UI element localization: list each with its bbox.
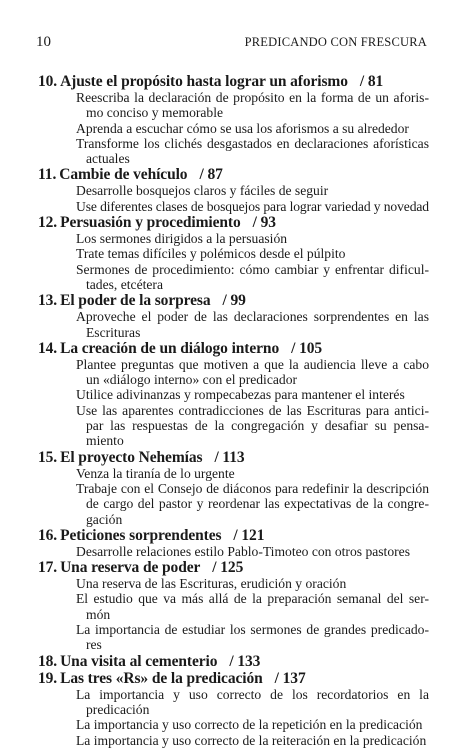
subentry-line: actuales <box>86 151 130 167</box>
toc-chapter <box>38 559 429 652</box>
chapter-title: Persuasión y procedimiento <box>60 214 241 232</box>
toc-subentry <box>38 121 429 136</box>
chapter-number: 12. <box>38 214 58 232</box>
subentry-line: gación <box>86 511 123 527</box>
subentry-line: Escrituras <box>86 324 141 340</box>
subentry-line: Venza la tiranía de lo urgente <box>76 465 235 481</box>
toc-subentry <box>38 262 429 293</box>
subentry-line: Una reserva de las Escrituras, erudición y oración <box>76 576 347 592</box>
toc-chapter <box>38 292 429 340</box>
chapter-page-ref: / 99 <box>222 292 246 310</box>
chapter-heading <box>38 214 429 231</box>
subentry-line: Transforme los clichés desgastados en declaraciones aforísticas <box>76 135 429 151</box>
page-number: 10 <box>36 34 51 50</box>
subentry-line: El estudio que va más allá de la preparación semanal del ser- <box>76 591 429 607</box>
running-title: PREDICANDO CON FRESCURA <box>244 35 427 49</box>
subentry-line: Reescriba la declaración de propósito en la forma de un aforis- <box>76 90 429 105</box>
toc-subentry <box>38 481 429 527</box>
chapter-heading <box>38 292 429 309</box>
chapter-title: Una visita al cementerio <box>60 652 218 670</box>
toc-chapter <box>38 527 429 559</box>
subentry-line: Use diferentes clases de bosquejos para lograr variedad y novedad <box>76 198 429 214</box>
chapter-page-ref: / 133 <box>229 652 261 670</box>
toc-subentry <box>38 246 429 261</box>
chapter-heading <box>38 670 429 687</box>
chapter-number: 16. <box>38 526 58 544</box>
toc-subentry <box>38 717 429 732</box>
subentry-line: predicación <box>86 701 150 717</box>
chapter-title: Peticiones sorprendentes <box>60 526 222 544</box>
subentry-line: mo conciso y memorable <box>86 105 224 121</box>
subentry-line: par las respuestas de la congregación y desafiar su pensa- <box>86 418 429 434</box>
subentry-line: món <box>86 606 111 622</box>
toc-chapter <box>38 73 429 166</box>
subentry-line: res <box>86 637 102 653</box>
toc-subentry <box>38 136 429 167</box>
chapter-title: La creación de un diálogo interno <box>60 339 280 357</box>
toc-chapter <box>38 670 429 748</box>
toc-subentry <box>38 183 429 198</box>
chapter-page-ref: / 87 <box>199 166 223 184</box>
subentry-line: de cargo del pastor y reordenar las expectativas de la congre- <box>86 496 429 512</box>
subentry-line: Sermones de procedimiento: cómo cambiar y enfrentar dificul- <box>76 261 429 277</box>
chapter-title: Ajuste el propósito hasta lograr un aforismo <box>60 73 348 90</box>
toc-chapter <box>38 653 429 670</box>
chapter-page-ref: / 105 <box>291 339 323 357</box>
toc-subentry <box>38 387 429 402</box>
chapter-number: 18. <box>38 652 58 670</box>
chapter-heading <box>38 73 429 90</box>
subentry-line: Trate temas difíciles y polémicos desde el púlpito <box>76 246 346 262</box>
toc-subentry <box>38 231 429 246</box>
toc-subentry <box>38 403 429 449</box>
subentry-line: un «diálogo interno» con el predicador <box>86 372 298 388</box>
subentry-line: Use las aparentes contradicciones de las Escrituras para antici- <box>76 402 429 418</box>
toc-subentry <box>38 622 429 653</box>
chapter-page-ref: / 137 <box>274 669 306 687</box>
toc-subentry <box>38 576 429 591</box>
toc-subentry <box>38 90 429 121</box>
subentry-line: La importancia de estudiar los sermones de grandes predicado- <box>76 622 429 638</box>
running-header <box>36 34 427 52</box>
toc-chapter <box>38 166 429 214</box>
chapter-heading <box>38 653 429 670</box>
toc-subentry <box>38 733 429 748</box>
chapter-page-ref: / 81 <box>359 73 384 90</box>
chapter-page-ref: / 121 <box>233 526 265 544</box>
subentry-line: Aproveche el poder de las declaraciones sorprendentes en las <box>76 309 429 325</box>
subentry-line: Desarrolle relaciones estilo Pablo-Timoteo con otros pastores <box>76 543 410 559</box>
chapter-heading <box>38 166 429 183</box>
chapter-title: Las tres «Rs» de la predicación <box>60 669 263 687</box>
subentry-line: La importancia y uso correcto de los recordatorios en la <box>76 686 429 702</box>
toc-subentry <box>38 591 429 622</box>
chapter-title: Una reserva de poder <box>60 559 201 577</box>
chapter-number: 13. <box>38 292 58 310</box>
chapter-number: 17. <box>38 559 58 577</box>
chapter-page-ref: / 125 <box>212 559 244 577</box>
subentry-line: La importancia y uso correcto de la repetición en la predicación <box>76 717 423 733</box>
toc-subentry <box>38 309 429 340</box>
subentry-line: Trabaje con el Consejo de diáconos para redefinir la descripción <box>76 480 429 496</box>
chapter-number: 11. <box>38 166 57 184</box>
toc-subentry <box>38 687 429 718</box>
chapter-title: Cambie de vehículo <box>59 166 188 184</box>
chapter-page-ref: / 113 <box>214 448 245 466</box>
chapter-heading <box>38 449 429 466</box>
subentry-line: Desarrolle bosquejos claros y fáciles de seguir <box>76 183 329 199</box>
toc-subentry <box>38 199 429 214</box>
toc-chapter <box>38 449 429 527</box>
chapter-number: 15. <box>38 448 58 466</box>
subentry-line: La importancia y uso correcto de la reiteración en la predicación <box>76 732 427 748</box>
toc-subentry <box>38 466 429 481</box>
subentry-line: tades, etcétera <box>86 276 163 292</box>
subentry-line: Utilice adivinanzas y rompecabezas para mantener el interés <box>76 387 405 403</box>
toc-chapter <box>38 214 429 292</box>
chapter-heading <box>38 340 429 357</box>
toc-subentry <box>38 357 429 388</box>
chapter-number: 19. <box>38 669 58 687</box>
chapter-heading <box>38 527 429 544</box>
toc-chapter <box>38 340 429 449</box>
chapter-number: 10. <box>38 73 58 90</box>
chapter-heading <box>38 559 429 576</box>
subentry-line: Plantee preguntas que motiven a que la audiencia lleve a cabo <box>76 356 429 372</box>
toc-subentry <box>38 544 429 559</box>
table-of-contents <box>38 73 429 748</box>
chapter-number: 14. <box>38 339 58 357</box>
chapter-title: El poder de la sorpresa <box>60 292 211 310</box>
chapter-page-ref: / 93 <box>252 214 276 232</box>
subentry-line: Los sermones dirigidos a la persuasión <box>76 231 288 247</box>
subentry-line: Aprenda a escuchar cómo se usa los aforismos a su alrededor <box>76 120 409 136</box>
subentry-line: miento <box>86 433 124 449</box>
chapter-title: El proyecto Nehemías <box>60 448 203 466</box>
